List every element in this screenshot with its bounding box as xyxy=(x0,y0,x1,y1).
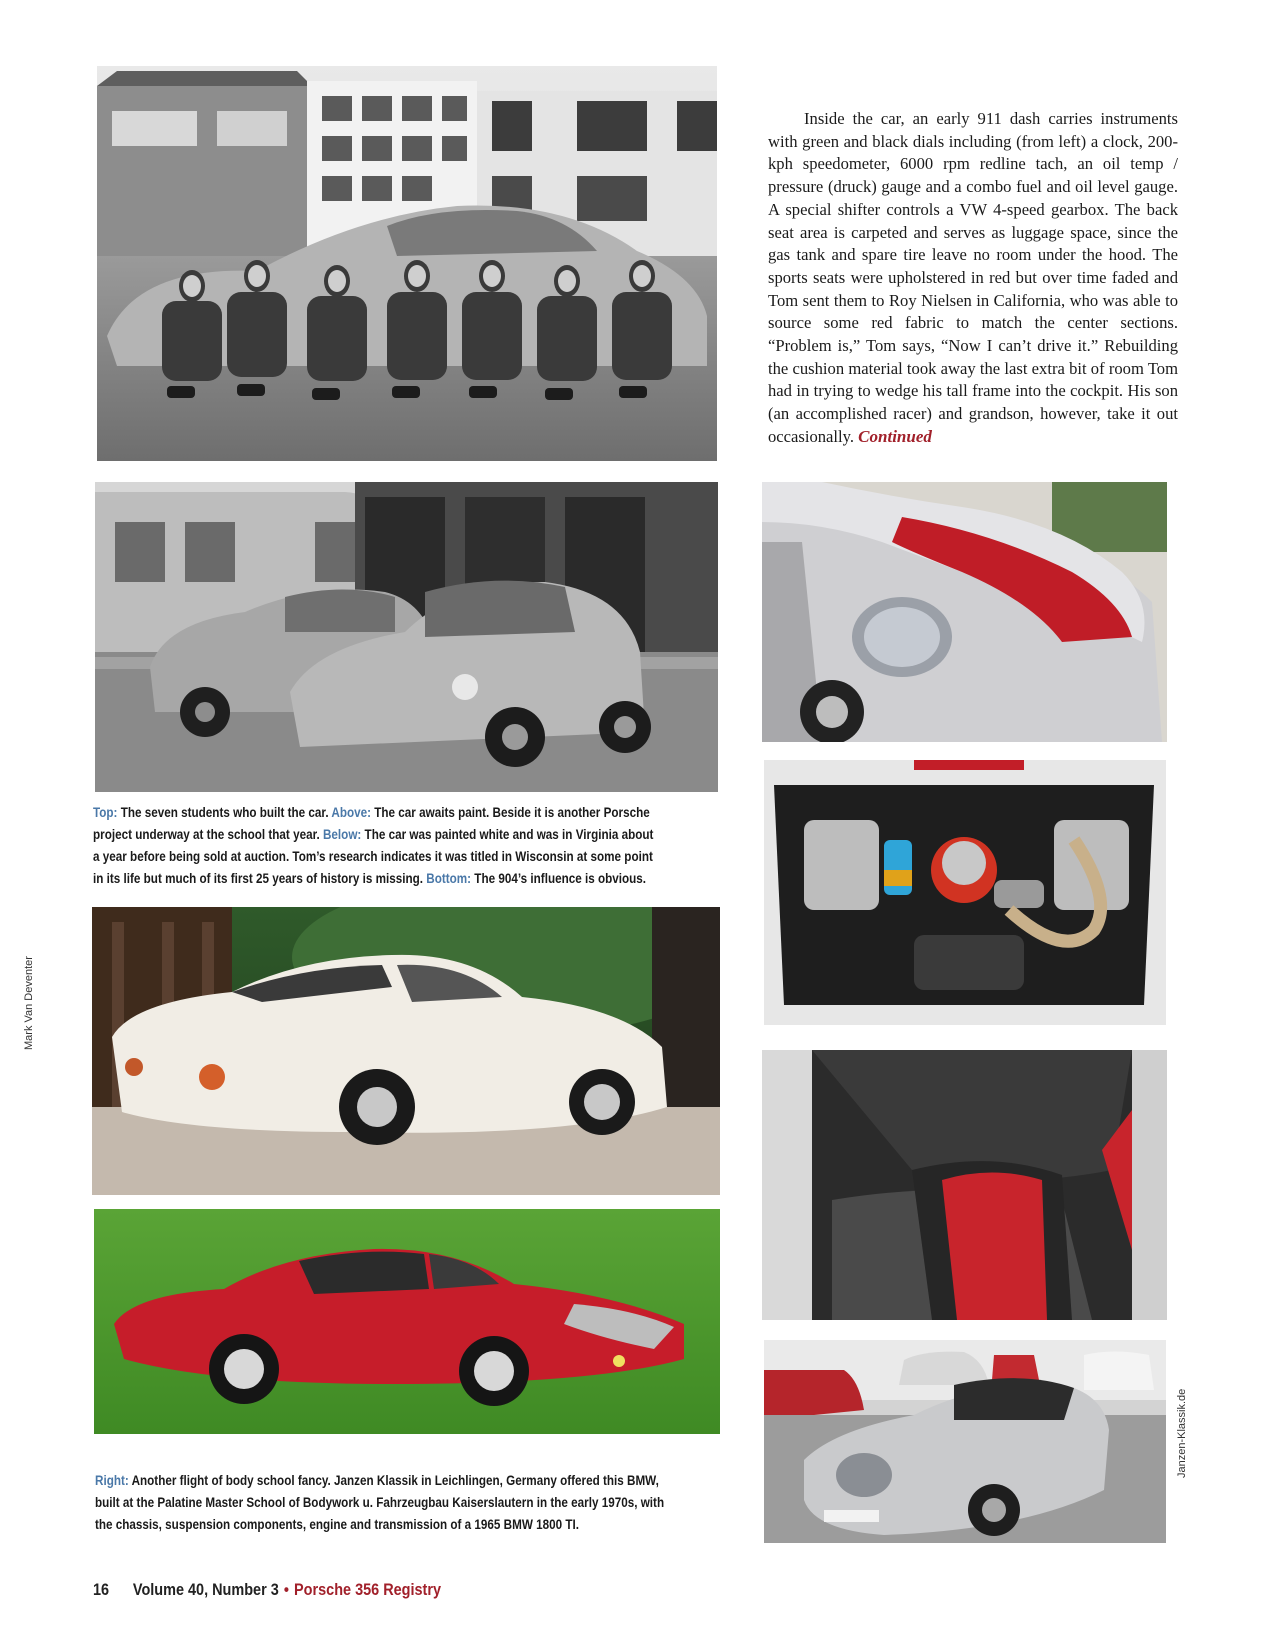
white-car-photo xyxy=(92,907,720,1195)
caption-text: The 904’s influence is obvious. xyxy=(471,871,647,886)
article-body xyxy=(768,108,1178,449)
red-904-photo xyxy=(94,1209,720,1434)
page-footer xyxy=(93,1580,441,1600)
publication-name: Porsche 356 Registry xyxy=(294,1580,442,1599)
caption-right-line xyxy=(95,1470,664,1492)
caption-text: in its life but much of its first 25 years of history is missing. xyxy=(93,871,427,886)
caption-label-below: Below: xyxy=(322,827,362,842)
photo-credit-left: Mark Van Deventer xyxy=(23,956,35,1050)
engine-bay-photo xyxy=(764,760,1166,1025)
caption-right-line xyxy=(95,1514,664,1536)
caption-text: a year before being sold at auction. Tom’s research indicates it was titled in Wisconsin at some point xyxy=(93,849,653,864)
caption-text: project underway at the school that year. xyxy=(93,827,323,842)
caption-label-right: Right: xyxy=(95,1473,129,1488)
caption-text: The car was painted white and was in Virginia about xyxy=(361,827,654,842)
caption-text: The seven students who built the car. xyxy=(117,805,332,820)
interior-seat-photo xyxy=(762,1050,1167,1320)
page-number: 16 xyxy=(93,1580,110,1599)
unpainted-car-photo xyxy=(95,482,718,792)
caption-left-line xyxy=(93,802,653,824)
students-photo xyxy=(97,66,717,461)
caption-label-above: Above: xyxy=(331,805,372,820)
caption-right-line xyxy=(95,1492,664,1514)
caption-left xyxy=(93,802,653,890)
caption-text: The car awaits paint. Beside it is another Porsche xyxy=(371,805,650,820)
caption-right xyxy=(95,1470,664,1536)
caption-text: built at the Palatine Master School of Bodywork u. Fahrzeugbau Kaiserslautern in the early 1970s, with xyxy=(95,1495,665,1510)
article-text: Inside the car, an early 911 dash carries instruments with green and black dials including (from left) a clock, 200-kph speedometer, 6000 rpm redline tach, an oil temp / pressure (druck) gauge and a combo fuel and oil level gauge. A special shifter controls a VW 4-speed gearbox. The back seat area is carpeted and serves as luggage space, since the gas tank and spare tire leave no room under the hood. The sports seats were upholstered in red but over time faded and Tom sent them to Roy Nielsen in California, who was able to source some red fabric to match the center sections. “Problem is,” Tom says, “Now I can’t drive it.” Rebuilding the cushion material took away the last extra bit of room Tom had in trying to wedge his tall frame into the cockpit. His son (an accomplished racer) and grandson, however, take it out occasionally. xyxy=(768,109,1178,446)
caption-left-line xyxy=(93,824,653,846)
article-paragraph xyxy=(768,108,1178,449)
issue-volume: Volume 40, Number 3 xyxy=(132,1580,279,1599)
continued-link[interactable]: Continued xyxy=(858,426,932,446)
caption-left-line xyxy=(93,868,653,890)
photo-credit-right: Janzen-Klassik.de xyxy=(1176,1388,1188,1478)
silver-car-front-photo xyxy=(762,482,1167,742)
silver-bmw-photo xyxy=(764,1340,1166,1543)
caption-text: the chassis, suspension components, engine and transmission of a 1965 BMW 1800 TI. xyxy=(95,1517,579,1532)
caption-label-top: Top: xyxy=(93,805,118,820)
footer-separator: • xyxy=(283,1580,289,1599)
caption-left-line xyxy=(93,846,653,868)
caption-label-bottom: Bottom: xyxy=(426,871,472,886)
caption-text: Another flight of body school fancy. Janzen Klassik in Leichlingen, Germany offered this BMW, xyxy=(128,1473,659,1488)
